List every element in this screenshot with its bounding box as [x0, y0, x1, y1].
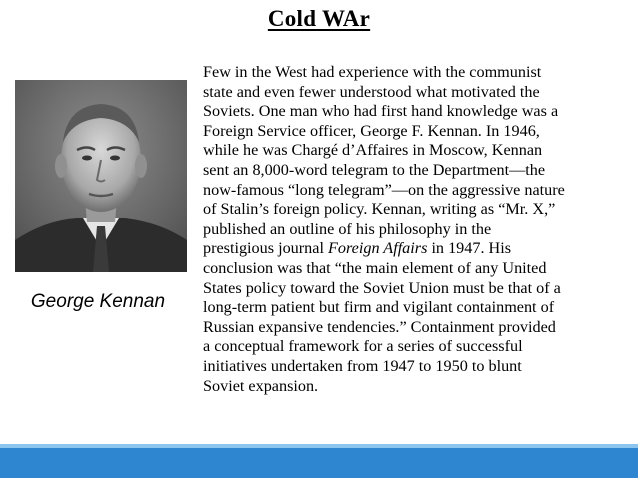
body-line: a conceptual framework for a series of successful [203, 337, 523, 356]
portrait-photo [15, 80, 187, 272]
body-line: now-famous “long telegram”—on the aggressive nature [203, 180, 565, 199]
body-text [203, 63, 615, 396]
portrait-image [15, 80, 187, 272]
body-line: while he was Chargé d’Affaires in Moscow, Kennan [203, 141, 543, 160]
body-line-segment: prestigious journal [203, 239, 328, 258]
body-line [203, 239, 615, 259]
portrait-caption: George Kennan [30, 291, 166, 312]
body-line: Soviet expansion. [203, 376, 319, 395]
body-line: sent an 8,000-word telegram to the Department—the [203, 160, 546, 179]
footer-stripe [0, 444, 638, 448]
body-line: long-term patient but firm and vigilant containment of [203, 298, 555, 317]
body-line: Foreign Service officer, George F. Kennan. In 1946, [203, 121, 540, 140]
body-line: Few in the West had experience with the communist [203, 63, 542, 81]
body-line: Russian expansive tendencies.” Containment provided [203, 317, 556, 336]
journal-title: Foreign Affairs [328, 239, 428, 258]
body-line: Soviets. One man who had first hand knowledge was a [203, 102, 559, 121]
body-line: conclusion was that “the main element of any United [203, 258, 547, 277]
body-line: of Stalin’s foreign policy. Kennan, writing as “Mr. X,” [203, 200, 556, 219]
footer-bar [0, 444, 638, 478]
body-line: state and even fewer understood what motivated the [203, 82, 540, 101]
slide-title: Cold WAr [267, 6, 371, 31]
body-line-segment: in 1947. His [427, 239, 512, 258]
body-line: initiatives undertaken from 1947 to 1950 to blunt [203, 356, 522, 375]
body-line: published an outline of his philosophy in the [203, 219, 492, 238]
body-line: States policy toward the Soviet Union must be that of a [203, 278, 561, 297]
